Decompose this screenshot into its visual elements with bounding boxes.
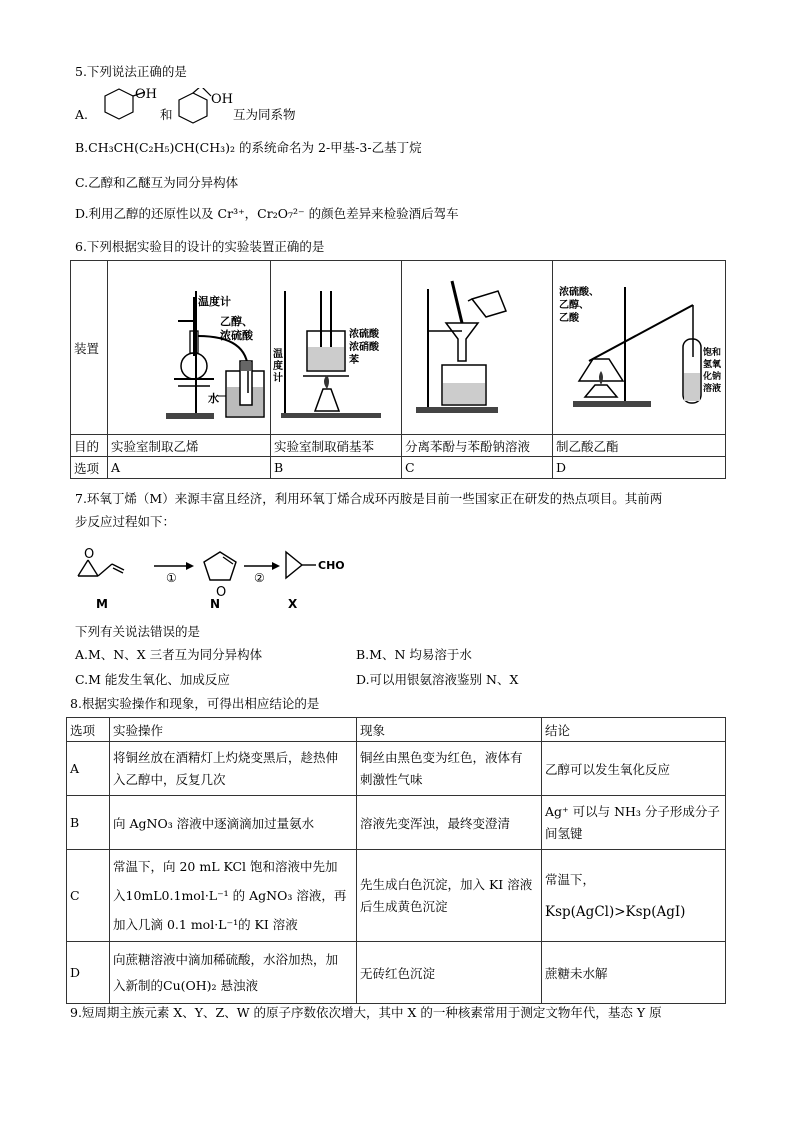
compound-m-structure xyxy=(78,547,124,576)
q8-row-a-op-line1: 将铜丝放在酒精灯上灼烧变黑后，趁热伸 xyxy=(113,749,339,765)
q6-purpose-c: 分离苯酚与苯酚钠溶液 xyxy=(402,435,553,457)
q6-row-label-apparatus: 装置 xyxy=(71,261,108,435)
benzyl-oh-label: OH xyxy=(211,92,233,107)
label-sat-2-d: 氢氧 xyxy=(703,360,722,370)
q7-reaction-scheme xyxy=(70,538,390,613)
nitrobenzene-apparatus-diagram xyxy=(271,261,401,431)
ethylene-apparatus-diagram xyxy=(108,261,270,431)
q7-option-a: A.M、N、X 三者互为同分异构体 xyxy=(75,647,263,662)
label-sat-3-d: 化钠 xyxy=(703,372,722,382)
q9-stem: 9.短周期主族元素 X、Y、Z、W 的原子序数依次增大，其中 X 的一种核素常用于测定文物年代，基态 Y 原 xyxy=(70,1005,662,1020)
q8-row-b-op-line1: 向 AgNO₃ 溶液中逐滴滴加过量氨水 xyxy=(113,815,315,831)
q7-option-c: C.M 能发生氧化、加成反应 xyxy=(75,672,230,687)
q8-row-b-co-line1: Ag⁺ 可以与 NH₃ 分子形成分子 xyxy=(545,803,720,819)
table-row xyxy=(67,942,726,1004)
q7-stem-line2: 步反应过程如下： xyxy=(75,514,176,529)
compound-n-structure xyxy=(204,552,236,600)
q8-stem: 8.根据实验操作和现象，可得出相应结论的是 xyxy=(70,696,320,711)
q8-row-a-option: A xyxy=(67,742,110,796)
table-row xyxy=(67,742,726,796)
q6-option-c: C xyxy=(402,457,553,479)
q8-header-phenomenon: 现象 xyxy=(357,718,542,742)
phenol-oh-label: OH xyxy=(135,87,157,102)
q5-option-d: D.利用乙醇的还原性以及 Cr³⁺，Cr₂O₇²⁻ 的颜色差异来检验酒后驾车 xyxy=(75,206,459,221)
q8-row-d-ph-line1: 无砖红色沉淀 xyxy=(360,965,436,981)
q8-row-c-ph-line1: 先生成白色沉淀，加入 KI 溶液 xyxy=(360,876,533,892)
q8-row-a-ph-line1: 铜丝由黑色变为红色，液体有 xyxy=(360,749,523,765)
label-benzene-b: 苯 xyxy=(349,355,359,366)
step-1-label: ① xyxy=(166,571,177,585)
q8-row-d-conclusion: 蔗糖未水解 xyxy=(545,965,608,981)
m-oxygen-label: O xyxy=(84,547,95,562)
q6-option-d: D xyxy=(553,457,726,479)
q8-row-a-ph-line2: 刺激性气味 xyxy=(360,771,423,787)
q6-option-b: B xyxy=(271,457,402,479)
q8-row-a-op-line2: 入乙醇中，反复几次 xyxy=(113,771,226,787)
q8-header-operation: 实验操作 xyxy=(110,718,357,742)
label-thermometer-a: 温度计 xyxy=(198,295,231,308)
q8-row-c-option: C xyxy=(67,850,110,942)
label-sat-4-d: 溶液 xyxy=(703,384,722,394)
label-h2so4-d: 浓硫酸、 xyxy=(559,287,599,298)
label-ethanol-d: 乙醇、 xyxy=(559,300,589,311)
q6-option-a: A xyxy=(108,457,271,479)
label-temp-2-b: 度 xyxy=(273,361,283,372)
q8-row-b-ph-line1: 溶液先变浑浊，最终变澄清 xyxy=(360,815,511,831)
q6-purpose-d: 制乙酸乙酯 xyxy=(553,435,726,457)
q8-row-b-co-line2: 间氢键 xyxy=(545,825,583,841)
table-row xyxy=(67,850,726,942)
label-hno3-b: 浓硝酸 xyxy=(349,342,379,353)
q6-apparatus-table xyxy=(70,260,726,479)
separation-apparatus-diagram xyxy=(402,261,552,431)
q8-row-c-ph-line2: 后生成黄色沉淀 xyxy=(360,898,448,914)
compound-x-label: X xyxy=(288,597,298,611)
apparatus-c-cell xyxy=(402,261,553,435)
q8-row-a-conclusion: 乙醇可以发生氧化反应 xyxy=(545,761,671,777)
label-sat-1-d: 饱和 xyxy=(703,348,722,358)
q8-row-d-op-line1: 向蔗糖溶液中滴加稀硫酸，水浴加热，加 xyxy=(113,951,339,967)
n-oxygen-label: O xyxy=(216,585,227,600)
q8-header-conclusion: 结论 xyxy=(542,718,726,742)
q8-row-d-option: D xyxy=(67,942,110,1004)
q6-purpose-b: 实验室制取硝基苯 xyxy=(271,435,402,457)
label-temp-1-b: 温 xyxy=(273,349,283,360)
q8-row-c-co-line1: 常温下， xyxy=(545,871,596,887)
q7-option-b: B.M、N 均易溶于水 xyxy=(356,647,472,662)
q8-row-d-op-line2: 入新制的Cu(OH)₂ 悬浊液 xyxy=(113,977,259,993)
label-h2so4-a: 浓硫酸 xyxy=(220,329,253,342)
q8-experiment-table xyxy=(66,717,726,1004)
q5-stem: 5.下列说法正确的是 xyxy=(75,64,187,79)
q5-option-a xyxy=(75,88,435,128)
compound-m-label: M xyxy=(96,597,108,611)
q8-row-c-co-line2: Ksp(AgCl)>Ksp(AgI) xyxy=(545,903,686,920)
label-temp-3-b: 计 xyxy=(273,373,283,384)
q7-question: 下列有关说法错误的是 xyxy=(75,624,201,639)
compound-n-label: N xyxy=(210,597,221,611)
q8-header-row xyxy=(67,718,726,742)
q8-header-option: 选项 xyxy=(67,718,110,742)
q6-stem: 6.下列根据实验目的设计的实验装置正确的是 xyxy=(75,239,325,254)
q5-option-c: C.乙醇和乙醚互为同分异构体 xyxy=(75,175,239,190)
compound-x-structure xyxy=(286,552,345,578)
q8-row-c-op-line3: 加入几滴 0.1 mol·L⁻¹的 KI 溶液 xyxy=(113,917,298,932)
q8-row-b-option: B xyxy=(67,796,110,850)
q7-option-d: D.可以用银氨溶液鉴别 N、X xyxy=(356,672,519,687)
label-h2so4-b: 浓硫酸 xyxy=(349,329,379,340)
ethyl-acetate-apparatus-diagram xyxy=(553,261,723,431)
q8-row-c-op-line2: 入10mL0.1mol·L⁻¹ 的 AgNO₃ 溶液，再 xyxy=(113,888,347,903)
apparatus-a-cell xyxy=(108,261,271,435)
q5-a-prefix: A. xyxy=(75,107,89,122)
step-2-label: ② xyxy=(254,571,265,585)
cho-label: CHO xyxy=(318,559,345,572)
label-ethanol-a: 乙醇、 xyxy=(220,315,253,328)
table-row xyxy=(67,796,726,850)
apparatus-d-cell xyxy=(553,261,726,435)
q6-purpose-a: 实验室制取乙烯 xyxy=(108,435,271,457)
q5-a-and: 和 xyxy=(160,107,173,122)
q8-row-c-op-line1: 常温下，向 20 mL KCl 饱和溶液中先加 xyxy=(113,859,338,874)
label-acetic-d: 乙酸 xyxy=(559,313,579,324)
q5-option-b: B.CH₃CH(C₂H₅)CH(CH₃)₂ 的系统命名为 2-甲基-3-乙基丁烷 xyxy=(75,140,422,155)
q6-row-label-option: 选项 xyxy=(71,457,108,479)
apparatus-b-cell xyxy=(271,261,402,435)
q5-a-suffix: 互为同系物 xyxy=(233,107,296,122)
q7-stem-line1: 7.环氧丁烯（M）来源丰富且经济，利用环氧丁烯合成环丙胺是目前一些国家正在研发的热点项目。其前两 xyxy=(75,491,663,506)
q6-row-label-purpose: 目的 xyxy=(71,435,108,457)
label-water-a: 水 xyxy=(208,392,219,405)
